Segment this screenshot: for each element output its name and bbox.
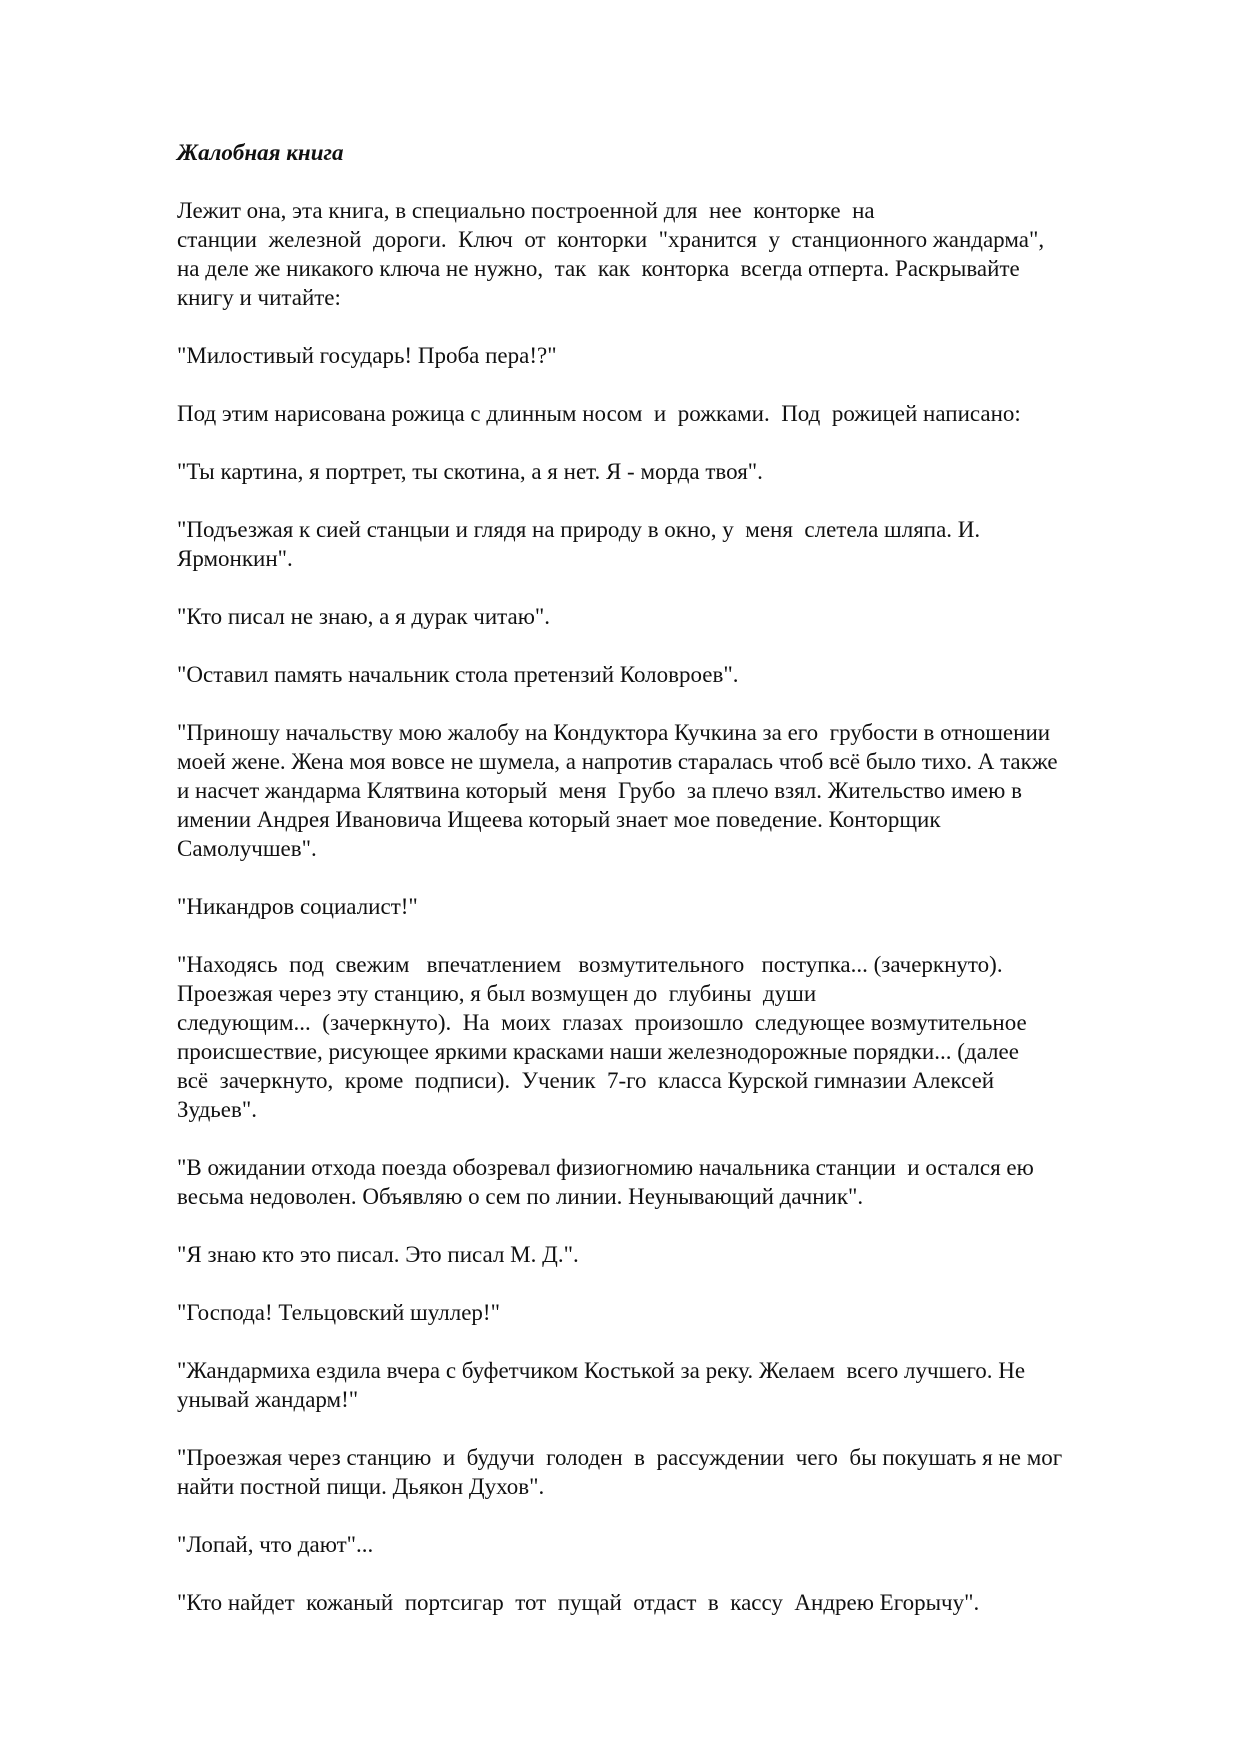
paragraph-3 (177, 399, 1157, 428)
text-line: "Кто найдет кожаный портсигар тот пущай отдаст в кассу Андрею Егорычу". (177, 1590, 980, 1615)
text-line: Самолучшев". (177, 836, 317, 861)
text-line: весьма недоволен. Объявляю о сем по линии. Неунывающий дачник". (177, 1184, 864, 1209)
paragraph-17 (177, 1588, 1157, 1617)
text-line: Под этим нарисована рожица с длинным носом и рожками. Под рожицей написано: (177, 401, 1021, 426)
paragraph-9 (177, 892, 1157, 921)
paragraph-1 (177, 196, 1157, 312)
text-line: Ярмонкин". (177, 546, 293, 571)
text-line: найти постной пищи. Дьякон Духов". (177, 1474, 545, 1499)
paragraph-14 (177, 1356, 1157, 1414)
text-line: моей жене. Жена моя вовсе не шумела, а напротив старалась чтоб всё было тихо. А также (177, 749, 1058, 774)
text-line: "Жандармиха ездила вчера с буфетчиком Костькой за реку. Желаем всего лучшего. Не (177, 1358, 1026, 1383)
text-line: "Находясь под свежим впечатлением возмутительного поступка... (зачеркнуто). (177, 952, 1003, 977)
text-line: "Ты картина, я портрет, ты скотина, а я нет. Я - морда твоя". (177, 459, 763, 484)
text-line: "Лопай, что дают"... (177, 1532, 374, 1557)
paragraph-12 (177, 1240, 1157, 1269)
paragraph-6 (177, 602, 1157, 631)
text-line: следующим... (зачеркнуто). На моих глазах произошло следующее возмутительное (177, 1010, 1027, 1035)
text-line: "Милостивый государь! Проба пера!?" (177, 343, 557, 368)
paragraph-7 (177, 660, 1157, 689)
paragraph-15 (177, 1443, 1157, 1501)
text-line: "В ожидании отхода поезда обозревал физиогномию начальника станции и остался ею (177, 1155, 1034, 1180)
text-line: "Подъезжая к сией станцыи и глядя на природу в окно, у меня слетела шляпа. И. (177, 517, 981, 542)
text-line: Проезжая через эту станцию, я был возмущен до глубины души (177, 981, 817, 1006)
text-line: унывай жандарм!" (177, 1387, 359, 1412)
document-page (177, 138, 1157, 1646)
text-line: Лежит она, эта книга, в специально построенной для нее конторке на (177, 198, 875, 223)
text-line: книгу и читайте: (177, 285, 341, 310)
text-line: и насчет жандарма Клятвина который меня Грубо за плечо взял. Жительство имею в (177, 778, 1022, 803)
text-line: "Проезжая через станцию и будучи голоден в рассуждении чего бы покушать я не мог (177, 1445, 1063, 1470)
paragraph-8 (177, 718, 1157, 863)
paragraph-2 (177, 341, 1157, 370)
text-line: происшествие, рисующее яркими красками наши железнодорожные порядки... (далее (177, 1039, 1019, 1064)
text-line: имении Андрея Ивановича Ищеева который знает мое поведение. Конторщик (177, 807, 941, 832)
text-line: Зудьев". (177, 1097, 257, 1122)
text-line: "Оставил память начальник стола претензий Коловроев". (177, 662, 739, 687)
text-line: на деле же никакого ключа не нужно, так как конторка всегда отперта. Раскрывайте (177, 256, 1020, 281)
paragraph-13 (177, 1298, 1157, 1327)
text-line: станции железной дороги. Ключ от конторки "хранится у станционного жандарма", (177, 227, 1045, 252)
paragraph-4 (177, 457, 1157, 486)
text-line: всё зачеркнуто, кроме подписи). Ученик 7-го класса Курской гимназии Алексей (177, 1068, 995, 1093)
paragraph-5 (177, 515, 1157, 573)
document-title: Жалобная книга (177, 140, 344, 165)
paragraph-11 (177, 1153, 1157, 1211)
text-line: "Приношу начальству мою жалобу на Кондуктора Кучкина за его грубости в отношении (177, 720, 1051, 745)
text-line: "Я знаю кто это писал. Это писал М. Д.". (177, 1242, 579, 1267)
text-line: "Господа! Тельцовский шуллер!" (177, 1300, 500, 1325)
paragraph-16 (177, 1530, 1157, 1559)
text-line: "Кто писал не знаю, а я дурак читаю". (177, 604, 551, 629)
paragraph-10 (177, 950, 1157, 1124)
text-line: "Никандров социалист!" (177, 894, 418, 919)
